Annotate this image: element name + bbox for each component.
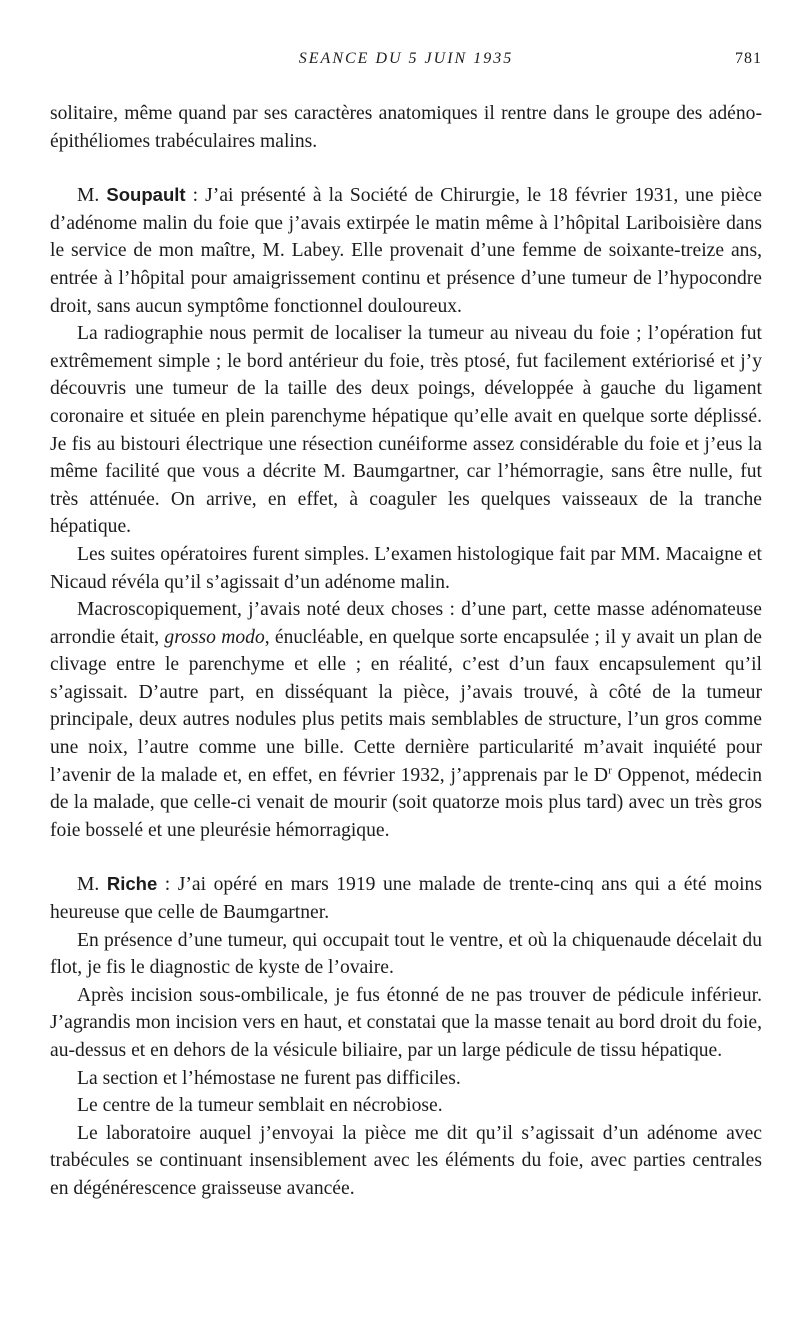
superscript-r: r xyxy=(608,764,612,777)
paragraph-suites: Les suites opératoires furent simples. L’examen histologique fait par MM. Macaigne et Nicaud révéla qu’il s’agissait d’un adénome malin. xyxy=(50,543,762,593)
article-body xyxy=(50,100,762,1203)
paragraph-continuation: solitaire, même quand par ses caractères anatomiques il rentre dans le groupe des adéno-épithéliomes trabéculaires malins. xyxy=(50,103,762,152)
paragraph-soupault-intro xyxy=(50,181,762,320)
paragraph-riche-intro xyxy=(50,870,762,926)
speaker-name-soupault: Soupault xyxy=(106,184,186,206)
paragraph-centre: Le centre de la tumeur semblait en nécrobiose. xyxy=(77,1095,443,1117)
speaker-name-riche: Riche xyxy=(106,873,158,895)
paragraph-section: La section et l’hémostase ne furent pas difficiles. xyxy=(77,1067,461,1089)
paragraph-text: Oppenot, médecin de la malade, que celle-ci venait de mourir (soit quatorze mois plus tard) avec un très gros foie bosselé et une pleurésie hémorragique. xyxy=(50,764,762,841)
latin-phrase: grosso modo xyxy=(164,626,265,648)
paragraph-text: : J’ai opéré en mars 1919 une malade de trente-cinq ans qui a été moins heureuse que celle de Baumgartner. xyxy=(50,874,762,924)
paragraph-macroscopie xyxy=(50,596,762,844)
session-title: SEANCE DU 5 JUIN 1935 xyxy=(298,50,514,67)
paragraph-radiographie: La radiographie nous permit de localiser la tumeur au niveau du foie ; l’opération fut extrêmement simple ; le bord antérieur du foie, très ptosé, fut facilement extériorisé et j’y découvris une tumeur de la taille des deux poings, développée à gauche du ligament coronaire et située en plein parenchyme hépatique qu’elle avait en quelque sorte déplissé. Je fis au bistouri électrique une résection cunéiforme assez considérable du foie et j’eus la même facilité que vous a décrite M. Baumgartner, car l’hémorragie, sans être nulle, fut très atténuée. On arrive, en effet, à coaguler les quelques vaisseaux de la tranche hépatique. xyxy=(50,323,762,538)
speaker-prefix: M. xyxy=(77,874,100,896)
paragraph-text: : J’ai présenté à la Société de Chirurgie, le 18 février 1931, une pièce d’adénome malin du foie que j’avais extirpée le matin même à l’hôpital Lariboisière dans le service de mon maître, M. Labey. Elle provenait d’une femme de soixante-treize ans, entrée à l’hôpital pour amaigrissement continu et présence d’une tumeur de l’hypocondre droit, sans aucun symptôme fonctionnel douloureux. xyxy=(50,185,762,317)
running-header xyxy=(50,50,762,74)
speaker-prefix: M. xyxy=(77,185,100,207)
page-number: 781 xyxy=(735,50,762,67)
paragraph-laboratoire: Le laboratoire auquel j’envoyai la pièce me dit qu’il s’agissait d’un adénome avec trabécules se continuant insensiblement avec les éléments du foie, avec parties centrales en dégénérescence graisseuse avancée. xyxy=(50,1122,762,1199)
paragraph-text: Macroscopiquement, j’avais noté deux choses : d’une part, cette masse adénomateuse arrondie était, xyxy=(50,599,762,648)
paragraph-incision: Après incision sous-ombilicale, je fus étonné de ne pas trouver de pédicule inférieur. J’agrandis mon incision vers en haut, et constatai que la masse tenait au bord droit du foie, au-dessus et en dehors de la vésicule biliaire, par un large pédicule de tissu hépatique. xyxy=(50,984,762,1061)
paragraph-presence: En présence d’une tumeur, qui occupait tout le ventre, et où la chiquenaude décelait du flot, je fis le diagnostic de kyste de l’ovaire. xyxy=(50,929,762,979)
paragraph-text: , énucléable, en quelque sorte encapsulée ; il y avait un plan de clivage entre le parenchyme et elle ; en réalité, c’est d’un faux encapsulement qu’il s’agissait. D’autre part, en disséquant la pièce, j’avais trouvé, à côté de la tumeur principale, deux autres nodules plus petits mais semblables de structure, l’un gros comme une noix, l’autre comme une bille. Cette dernière particularité m’avait inquiété pour l’avenir de la malade et, en effet, en février 1932, j’apprenais par le D xyxy=(50,626,762,786)
